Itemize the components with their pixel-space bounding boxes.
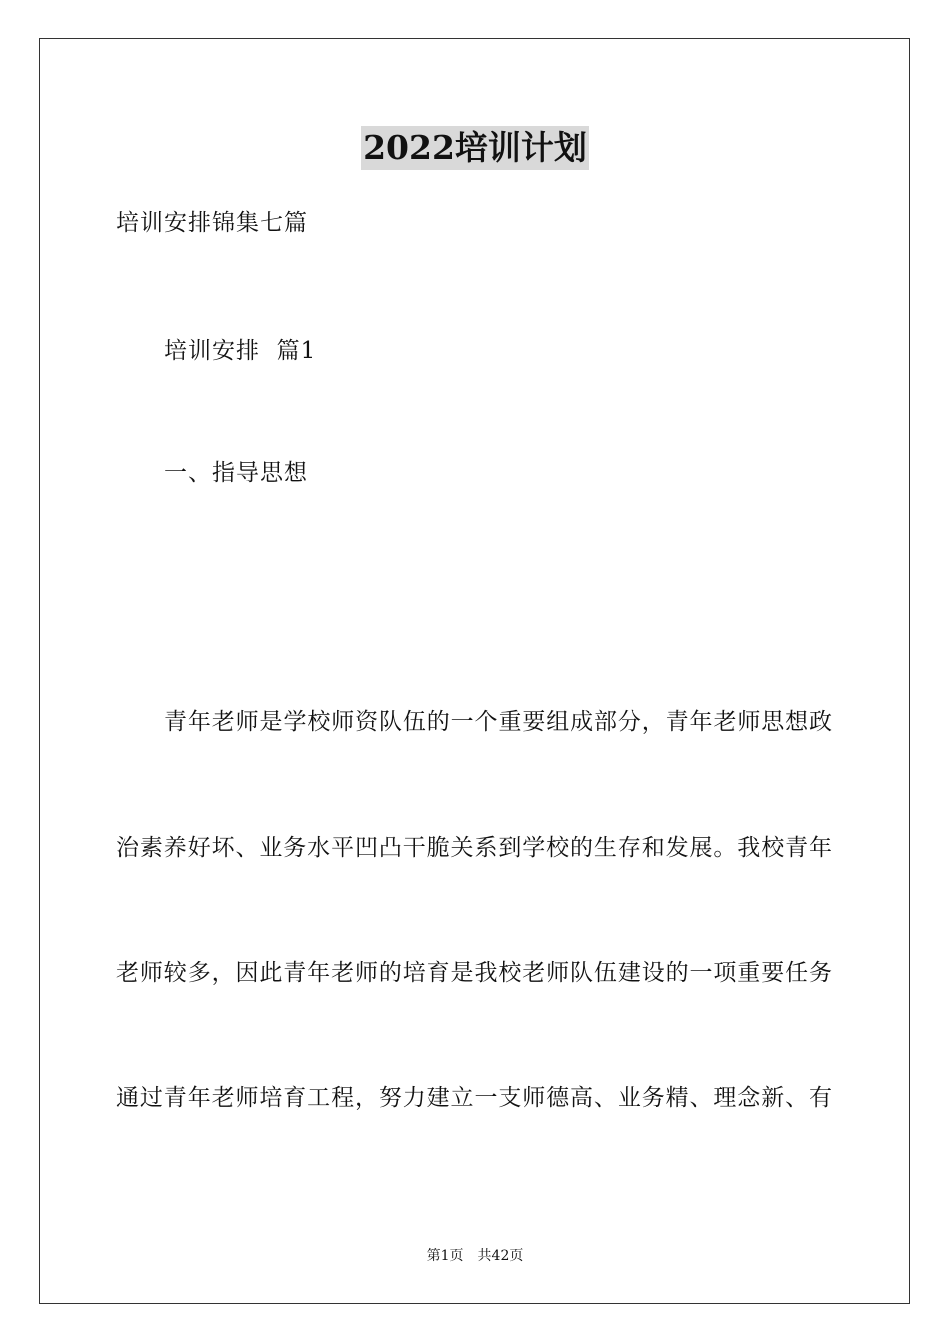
document-subtitle: 培训安排锦集七篇: [116, 210, 308, 236]
title-container: [0, 126, 950, 170]
section-heading: 一、指导思想: [164, 460, 308, 486]
paragraph-line: 治素养好坏、业务水平凹凸干脆关系到学校的生存和发展。我校青年: [116, 835, 832, 861]
document-title: 2022培训计划: [361, 126, 589, 170]
paragraph-line: 青年老师是学校师资队伍的一个重要组成部分，青年老师思想政: [164, 709, 832, 735]
paragraph-line: 通过青年老师培育工程，努力建立一支师德高、业务精、理念新、有: [116, 1085, 832, 1111]
page-number: 第1页: [426, 1248, 464, 1264]
page-total: 共42页: [477, 1248, 524, 1264]
section-title: 培训安排 篇1: [164, 338, 317, 364]
page-footer: [0, 1247, 950, 1265]
paragraph-line: 老师较多，因此青年老师的培育是我校老师队伍建设的一项重要任务: [116, 960, 832, 986]
